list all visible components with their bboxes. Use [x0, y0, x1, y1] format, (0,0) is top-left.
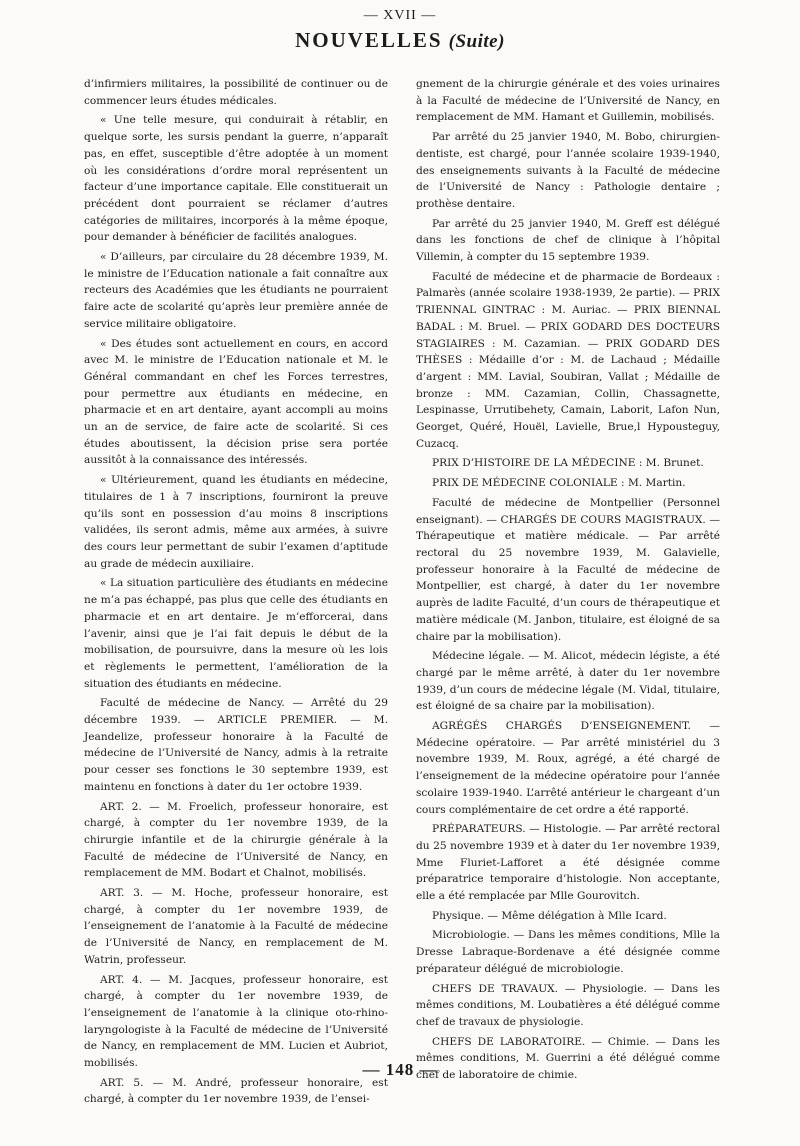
paragraph: « Des études sont actuellement en cours, en accord avec M. le ministre de l’Education nationale et M. le Général commandant en chef les Forces terrestres, pour permettre aux étudiants en médecine, en pharmacie et en art dentaire, ayant accompli au moins un an de service, de faire acte de scolarité. Si ces études aboutissent, la décision prise sera portée aussitôt à la connaissance des intéressés.: [84, 337, 388, 467]
paragraph: d’infirmiers militaires, la possibilité de continuer ou de commencer leurs études médicales.: [84, 78, 388, 107]
paragraph: ART. 3. — M. Hoche, professeur honoraire, est chargé, à compter du 1er novembre 1939, de l’enseignement de l’anatomie à la Faculté de médecine de l’Université de Nancy, en remplacement de M. Watrin, professeur.: [84, 887, 388, 966]
paragraph: ART. 5. — M. André, professeur honoraire, est chargé, à compter du 1er novembre 1939, de l’ensei-: [84, 1076, 388, 1106]
page-header: [0, 8, 800, 53]
paragraph: Faculté de médecine et de pharmacie de Bordeaux : Palmarès (année scolaire 1938-1939, 2e partie). — PRIX TRIENNAL GINTRAC : M. Auriac. — PRIX BIENNAL BADAL : M. Bruel. — PRIX GODARD DES DOCTEURS STAGIAIRES : M. Cazamian. — PRIX GODARD DES THÈSES : Médaille d’or : M. de Lachaud ; Médaille d’argent : MM. Lavial, Soubiran, Vallat ; Médaille de bronze : MM. Cazamian, Collin, Chassagnette, Lespinasse, Urrutibehety, Camain, Laborit, Lafon Nun, Georget, Quéré, Houël, Lavielle, Brue,l Hypousteguy, Cuzacq.: [416, 270, 720, 450]
paragraph: Par arrêté du 25 janvier 1940, M. Greff est délégué dans les fonctions de chef de clinique à l’hôpital Villemin, à compter du 15 septembre 1939.: [416, 217, 720, 264]
paragraph: Microbiologie. — Dans les mêmes conditions, Mlle la Dresse Labraque-Bordenave a été désignée comme préparateur délégué de microbiologie.: [416, 929, 720, 975]
paragraph: gnement de la chirurgie générale et des voies urinaires à la Faculté de médecine de l’Université de Nancy, en remplacement de MM. Hamant et Guillemin, mobilisés.: [416, 78, 720, 124]
roman-folio: — XVII —: [363, 8, 437, 23]
paragraph: CHEFS DE LABORATOIRE. — Chimie. — Dans les mêmes conditions, M. Guerrini a été délégué comme chef de laboratoire de chimie.: [416, 1035, 720, 1082]
paragraph: CHEFS DE TRAVAUX. — Physiologie. — Dans les mêmes conditions, M. Loubatières a été délégué comme chef de travaux de physiologie.: [416, 982, 720, 1028]
paragraph: « La situation particulière des étudiants en médecine ne m’a pas échappé, pas plus que celle des étudiants en pharmacie et en art dentaire. Je m’efforcerai, dans l’avenir, ainsi que je l’ai fait depuis le début de la mobilisation, de poursuivre, dans la mesure où les lois et règlements le permettent, l’amélioration de la situation des étudiants en médecine.: [84, 577, 388, 690]
title-text: NOUVELLES: [295, 28, 443, 52]
title-suite: (Suite): [448, 31, 505, 52]
paragraph: Par arrêté du 25 janvier 1940, M. Bobo, chirurgien-dentiste, est chargé, pour l’année scolaire 1939-1940, des enseignements suivants à la Faculté de médecine de l’Université de Nancy : Pathologie dentaire ; prothèse dentaire.: [416, 131, 720, 210]
paragraph: ART. 2. — M. Froelich, professeur honoraire, est chargé, à compter du 1er novembre 1939, de la chirurgie infantile et de la chirurgie générale à la Faculté de médecine de l’Université de Nancy, en remplacement de MM. Bodart et Chalnot, mobilisés.: [84, 800, 388, 880]
section-title: [0, 28, 800, 53]
right-column: [416, 76, 720, 1087]
paragraph: Médecine légale. — M. Alicot, médecin légiste, a été chargé par le même arrêté, à dater du 1er novembre 1939, d’un cours de médecine légale (M. Vidal, titulaire, est éloigné de sa chaire par la mobilisation).: [416, 650, 720, 713]
paragraph: « Une telle mesure, qui conduirait à rétablir, en quelque sorte, les sursis pendant la guerre, n’apparaît pas, en effet, susceptible d’être adoptée à un moment où les considérations d’ordre moral représentent un facteur d’une importance capitale. Elle constituerait un précédent dont pourraient se réclamer d’autres catégories de militaires, incorporés à la même époque, pour demander à bénéficier de facilités analogues.: [84, 114, 388, 244]
page-number: — 148 —: [362, 1060, 438, 1079]
paragraph: « Ultérieurement, quand les étudiants en médecine, titulaires de 1 à 7 inscriptions, fourniront la preuve qu’ils sont en possession d’au moins 8 inscriptions validées, ils seront admis, même aux armées, à suivre des cours leur permettant de subir l’examen d’aptitude au grade de médecin auxiliaire.: [84, 474, 388, 570]
paragraph: AGRÉGÉS CHARGÉS D’ENSEIGNEMENT. — Médecine opératoire. — Par arrêté ministériel du 3 novembre 1939, M. Roux, agrégé, a été chargé de l’enseignement de la médecine opératoire pour l’année scolaire 1939-1940. L’arrêté antérieur le chargeant d’un cours complémentaire de cet ordre a été rapporté.: [416, 720, 720, 816]
paragraph: « D’ailleurs, par circulaire du 28 décembre 1939, M. le ministre de l’Education nationale a fait connaître aux recteurs des Académies que les étudiants ne pourraient faire acte de scolarité qu’après leur première année de service militaire obligatoire.: [84, 251, 388, 330]
paragraph: PRIX D’HISTOIRE DE LA MÉDECINE : M. Brunet.: [432, 457, 704, 470]
paragraph: PRÉPARATEURS. — Histologie. — Par arrêté rectoral du 25 novembre 1939 et à dater du 1er novembre 1939, Mme Fluriet-Lafforet a été désignée comme préparatrice temporaire d’histologie. Non acceptante, elle a été remplacée par Mlle Gourovitch.: [416, 823, 720, 903]
paragraph: Physique. — Même délégation à Mlle Icard.: [432, 909, 667, 922]
paragraph: Faculté de médecine de Montpellier (Personnel enseignant). — CHARGÉS DE COURS MAGISTRAUX. — Thérapeutique et matière médicale. — Par arrêté rectoral du 25 novembre 1939, M. Galavielle, professeur honoraire à la Faculté de médecine de Montpellier, est chargé, à dater du 1er novembre auprès de ladite Faculté, d’un cours de thérapeutique et matière médicale (M. Janbon, titulaire, est éloigné de sa chaire par la mobilisation).: [416, 496, 720, 643]
left-column: [84, 76, 388, 1111]
paragraph: ART. 4. — M. Jacques, professeur honoraire, est chargé, à compter du 1er novembre 1939, de l’enseignement de l’anatomie à la clinique oto-rhino-laryngologiste à la Faculté de médecine de l’Université de Nancy, en remplacement de MM. Lucien et Aubriot, mobilisés.: [84, 973, 388, 1070]
paragraph: Faculté de médecine de Nancy. — Arrêté du 29 décembre 1939. — ARTICLE PREMIER. — M. Jeandelize, professeur honoraire à la Faculté de médecine de l’Université de Nancy, admis à la retraite pour cesser ses fonctions le 30 septembre 1939, est maintenu en fonctions à dater du 1er octobre 1939.: [84, 697, 388, 793]
paragraph: PRIX DE MÉDECINE COLONIALE : M. Martin.: [432, 477, 686, 490]
